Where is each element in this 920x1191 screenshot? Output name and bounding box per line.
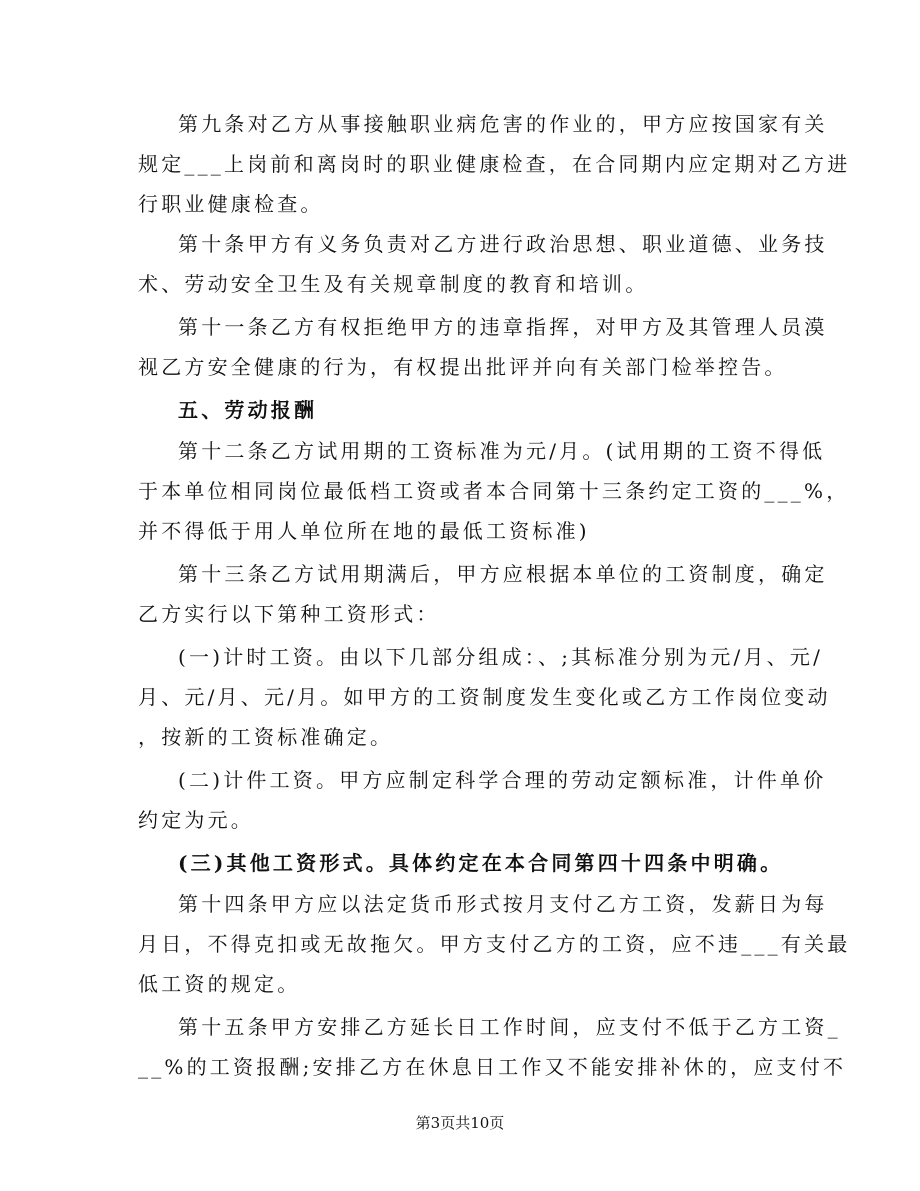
- paragraph-line: 并不得低于用人单位所在地的最低工资标准): [138, 519, 590, 543]
- paragraph-line: 第十五条甲方安排乙方延长日工作时间，应支付不低于乙方工资_: [178, 1015, 841, 1039]
- paragraph-line: 乙方实行以下第种工资形式：: [138, 602, 440, 626]
- paragraph-line: 低工资的规定。: [138, 972, 301, 996]
- paragraph-line: 第十一条乙方有权拒绝甲方的违章指挥，对甲方及其管理人员漠: [178, 315, 828, 339]
- paragraph-line: 术、劳动安全卫生及有关规章制度的教育和培训。: [138, 272, 649, 296]
- page-number-footer: 第3页共10页: [415, 1114, 505, 1132]
- paragraph-line: 约定为元。: [138, 808, 254, 832]
- section-heading: 五、劳动报酬: [178, 398, 318, 422]
- paragraph-line: ，按新的工资标准确定。: [138, 725, 394, 749]
- paragraph-line: 规定___上岗前和离岗时的职业健康检查，在合同期内应定期对乙方进: [138, 152, 851, 176]
- paragraph-line: 第十三条乙方试用期满后，甲方应根据本单位的工资制度，确定: [178, 562, 828, 586]
- paragraph-line: __%的工资报酬;安排乙方在休息日工作又不能安排补休的，应支付不: [138, 1055, 847, 1079]
- paragraph-line: 第十条甲方有义务负责对乙方进行政治思想、职业道德、业务技: [178, 232, 828, 256]
- paragraph-line: 第十二条乙方试用期的工资标准为元/月。(试用期的工资不得低: [178, 439, 826, 463]
- paragraph-line: 月日，不得克扣或无故拖欠。甲方支付乙方的工资，应不违___有关最: [138, 932, 851, 956]
- paragraph-line: 第十四条甲方应以法定货币形式按月支付乙方工资，发薪日为每: [178, 892, 828, 916]
- paragraph-line: (一)计时工资。由以下几部分组成：、;其标准分别为元/月、元/: [178, 645, 824, 669]
- paragraph-line: 行职业健康检查。: [138, 192, 324, 216]
- paragraph-line-bold: (三)其他工资形式。具体约定在本合同第四十四条中明确。: [178, 851, 784, 875]
- paragraph-line: 第九条对乙方从事接触职业病危害的作业的，甲方应按国家有关: [178, 112, 828, 136]
- paragraph-line: 月、元/月、元/月。如甲方的工资制度发生变化或乙方工作岗位变动: [138, 685, 831, 709]
- paragraph-line: 于本单位相同岗位最低档工资或者本合同第十三条约定工资的___%，: [138, 479, 850, 503]
- paragraph-line: (二)计件工资。甲方应制定科学合理的劳动定额标准，计件单价: [178, 768, 827, 792]
- paragraph-line: 视乙方安全健康的行为，有权提出批评并向有关部门检举控告。: [138, 355, 788, 379]
